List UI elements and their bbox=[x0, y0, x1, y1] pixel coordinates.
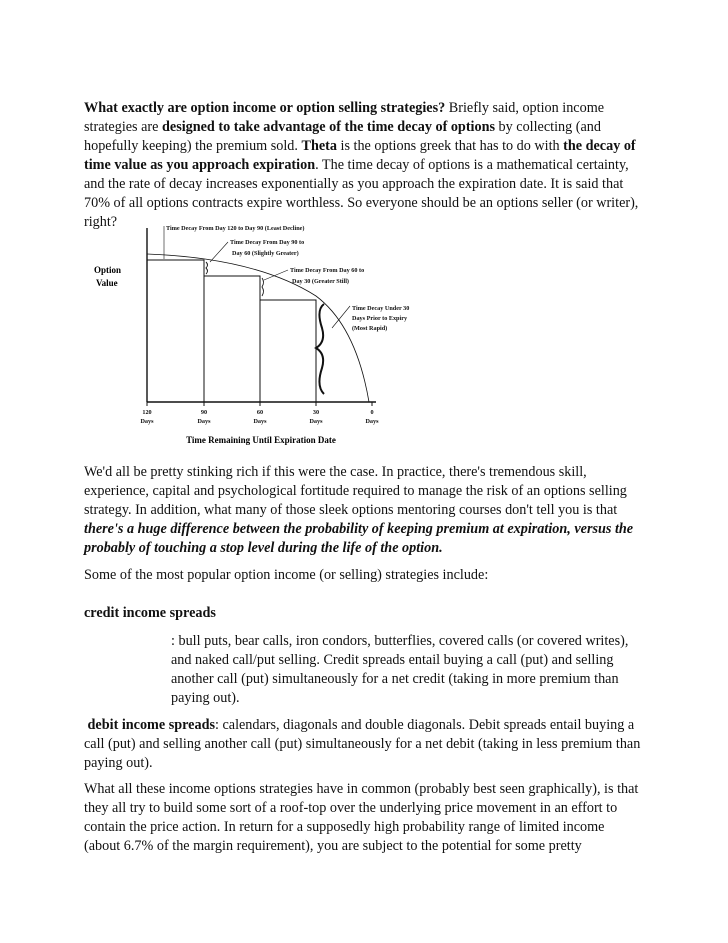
tick-label-30: 30 bbox=[312, 409, 320, 416]
debit-spreads-paragraph: debit income spreads: calendars, diagonals and double diagonals. Debit spreads entail buying a call (put) and selling another call (put) simultaneously for a net debit (taking in less premium than paying out). bbox=[84, 717, 641, 771]
closing-paragraph: What all these income options strategies have in common (probably best seen graphically), is that they all try to build some sort of a roof-top over the underlying price movement in an effort to contain the price action. In return for a supposedly high probability range of limited income (about 6.7% of the margin requirement), you are subject to the potential for some pretty bbox=[84, 781, 639, 854]
annotation-120-90: Time Decay From Day 120 to Day 90 (Least Decline) bbox=[166, 225, 305, 232]
debit-spreads-heading: debit income spreads bbox=[87, 717, 215, 733]
bold-italic-warning: there's a huge difference between the probability of keeping premium at expiration, versus the probably of touching a stop level during the life of the option. bbox=[84, 521, 634, 556]
bar-90-60 bbox=[204, 276, 260, 402]
bold-theta: Theta bbox=[301, 138, 337, 154]
svg-text:Day 60 (Slightly Greater): Day 60 (Slightly Greater) bbox=[232, 250, 299, 257]
y-axis-label: Option bbox=[94, 265, 122, 275]
strategies-intro: Some of the most popular option income (or selling) strategies include: bbox=[84, 567, 489, 583]
tick-label-0: 0 bbox=[370, 409, 374, 416]
svg-text:(Most Rapid): (Most Rapid) bbox=[352, 325, 388, 332]
annotation-60-30: Time Decay From Day 60 to bbox=[290, 267, 365, 274]
svg-text:Days: Days bbox=[140, 418, 154, 425]
annotation-90-60: Time Decay From Day 90 to bbox=[230, 239, 305, 246]
tick-label-120: 120 bbox=[142, 409, 152, 416]
svg-text:Value: Value bbox=[96, 278, 118, 288]
bold-phrase-time-decay: designed to take advantage of the time decay of options bbox=[162, 119, 495, 135]
intro-question: What exactly are option income or option selling strategies? bbox=[84, 100, 446, 116]
large-brace bbox=[316, 304, 324, 394]
tick-label-60: 60 bbox=[256, 409, 264, 416]
time-decay-figure bbox=[86, 216, 416, 452]
svg-text:Days: Days bbox=[309, 418, 323, 425]
tick-label-90: 90 bbox=[200, 409, 208, 416]
intro-paragraph: What exactly are option income or option selling strategies? Briefly said, option income strategies are designed to take advantage of the time decay of options by collecting (and hopefully keeping) the premium sold. Theta is the options greek that has to do with the decay of time value as you approach expiration. The time decay of options is a mathematical certainty, and the rate of decay increases exponentially as you approach the expiration date. It is said that 70% of all options contracts expire worthless. So everyone should be an options seller (or writer), right? bbox=[84, 100, 639, 230]
svg-text:Days: Days bbox=[365, 418, 379, 425]
x-axis-title: Time Remaining Until Expiration Date bbox=[186, 435, 336, 445]
annotation-under-30: Time Decay Under 30 bbox=[352, 305, 410, 312]
bold-phrase-decay-time-value: the decay of time value as you approach expiration bbox=[84, 138, 636, 173]
svg-text:Days Prior to Expiry: Days Prior to Expiry bbox=[352, 315, 408, 322]
credit-spreads-heading: credit income spreads bbox=[84, 605, 216, 621]
svg-text:Days: Days bbox=[253, 418, 267, 425]
svg-text:Days: Days bbox=[197, 418, 211, 425]
bar-60-30 bbox=[260, 300, 316, 402]
bar-120-90 bbox=[147, 260, 204, 402]
svg-text:Day 30 (Greater Still): Day 30 (Greater Still) bbox=[292, 278, 349, 285]
reality-paragraph: We'd all be pretty stinking rich if this were the case. In practice, there's tremendous skill, experience, capital and psychological fortitude required to manage the risk of an options selling strategy. In addition, what many of those sleek options mentoring courses don't tell you is that there's a huge difference between the probability of keeping premium at expiration, versus the probably of touching a stop level during the life of the option. bbox=[84, 464, 634, 556]
credit-spreads-description: : bull puts, bear calls, iron condors, butterflies, covered calls (or covered writes), and naked call/put selling. Credit spreads entail buying a call (put) and selling another call (put) simultaneously for a net credit (taking in more premium than paying out). bbox=[171, 633, 629, 706]
